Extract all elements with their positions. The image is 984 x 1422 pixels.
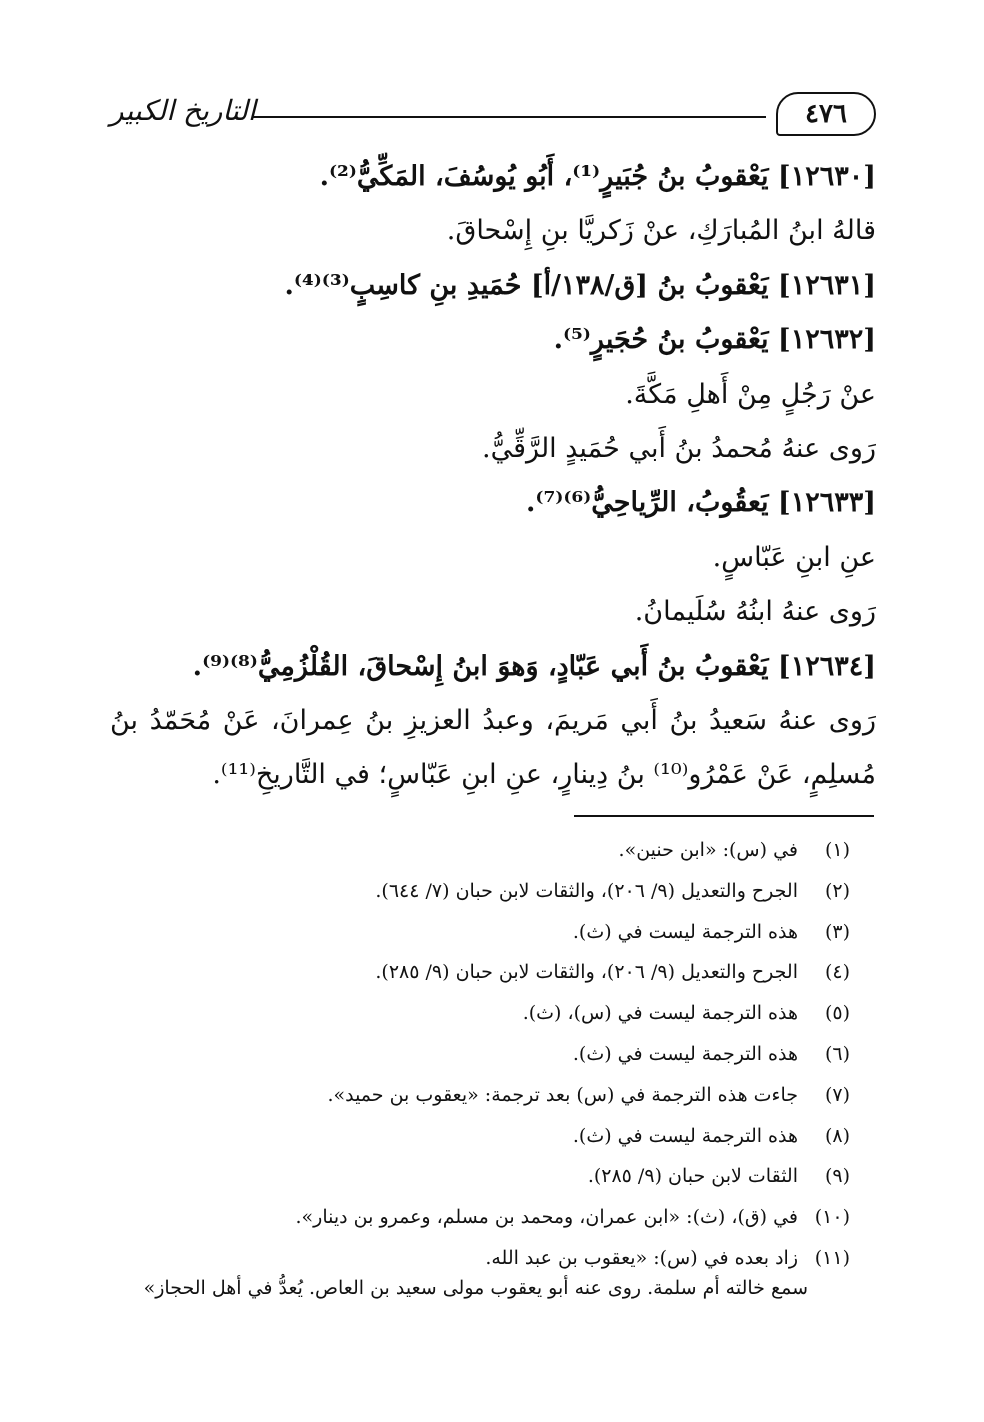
- footnote-number: (٧): [824, 1083, 850, 1106]
- text-line: رَوى عنهُ مُحمدُ بنُ أَبي حُمَيدٍ الرَّقِّيُّ.: [482, 432, 876, 464]
- entry-12631: [١٢٦٣١] يَعْقوبُ بنُ [ق/١٣٨/أ] حُمَيدِ بنِ كاسِبٍ⁽³⁾⁽⁴⁾.: [284, 269, 876, 301]
- footnote-separator: [574, 815, 874, 817]
- footnote-text: الجرح والتعديل (٩/ ٢٠٦)، والثقات لابن حبان (٧/ ٦٤٤).: [375, 879, 798, 902]
- text-line: عنِ ابنِ عَبّاسٍ.: [712, 541, 876, 573]
- footnote-text: في (س): «ابن حنين».: [618, 839, 798, 861]
- text-line: عنْ رَجُلٍ مِنْ أَهلِ مَكَّةَ.: [625, 378, 876, 410]
- footnote-text: الثقات لابن حبان (٩/ ٢٨٥).: [587, 1165, 798, 1188]
- book-title: التاريخ الكبير: [110, 94, 256, 127]
- header-rule: [252, 116, 766, 118]
- footnote: [110, 1116, 850, 1157]
- main-text: [110, 150, 876, 803]
- footnote-text: جاءت هذه الترجمة في (س) بعد ترجمة: «يعقوب بن حميد».: [327, 1083, 798, 1106]
- entry-12632: [١٢٦٣٢] يَعْقوبُ بنُ حُجَيرٍ⁽⁵⁾.: [553, 324, 876, 356]
- page-number: ٤٧٦: [776, 92, 876, 136]
- footnote-text: زاد بعده في (س): «يعقوب بن عبد الله.: [485, 1246, 798, 1269]
- footnote-number: (٥): [824, 1002, 850, 1025]
- footnote-number: (٣): [824, 920, 850, 943]
- footnote: [110, 993, 850, 1034]
- footnote: [110, 1197, 850, 1238]
- footnote-number: (٤): [824, 961, 850, 984]
- footnote-number: (١): [824, 839, 850, 861]
- footnote-number: (٢): [824, 879, 850, 902]
- footnote-text: هذه الترجمة ليست في (ث).: [572, 1042, 798, 1065]
- footnote-number: (١١): [814, 1246, 850, 1269]
- footnotes: [110, 830, 850, 1279]
- footnote-text: هذه الترجمة ليست في (س)، (ث).: [522, 1002, 798, 1025]
- footnote-number: (٩): [824, 1165, 850, 1188]
- footnote-number: (٦): [824, 1042, 850, 1065]
- text-line: قالهُ ابنُ المُبارَكِ، عنْ زَكريَّا بنِ إِسْحاقَ.: [446, 215, 876, 247]
- footnote-text: هذه الترجمة ليست في (ث).: [572, 1124, 798, 1147]
- page-header: [110, 86, 876, 146]
- entry-12634: [١٢٦٣٤] يَعْقوبُ بنُ أَبي عَبّادٍ، وَهوَ ابنُ إِسْحاقَ، القُلْزُمِيُّ⁽⁸⁾⁽⁹⁾.: [192, 650, 876, 682]
- footnote: [110, 952, 850, 993]
- footnote: [110, 1034, 850, 1075]
- footnote: [110, 871, 850, 912]
- entry-12633: [١٢٦٣٣] يَعقُوبُ، الرِّياحِيُّ⁽⁶⁾⁽⁷⁾.: [526, 487, 876, 519]
- footnote: [110, 830, 850, 871]
- entry-12630: [١٢٦٣٠] يَعْقوبُ بنُ جُبَيرٍ⁽¹⁾، أَبُو يُوسُفَ، المَكِّيُّ⁽²⁾.: [319, 161, 876, 192]
- text-line: رَوى عنهُ ابنُهُ سُلَيمانُ.: [634, 596, 876, 628]
- footnote: [110, 912, 850, 953]
- footnote-text: هذه الترجمة ليست في (ث).: [572, 920, 798, 943]
- footnote-text: الجرح والتعديل (٩/ ٢٠٦)، والثقات لابن حبان (٩/ ٢٨٥).: [375, 961, 798, 984]
- footnote: [110, 1156, 850, 1197]
- text-line: رَوى عنهُ سَعيدُ بنُ أَبي مَريمَ، وعبدُ العزيزِ بنُ عِمرانَ، عَنْ مُحَمّدُ بنُ: [110, 704, 876, 736]
- text-line: مُسلِمٍ، عَنْ عَمْرُو⁽¹⁰⁾ بنُ دِينارٍ، عنِ ابنِ عَبّاسٍ؛ في التَّاريخِ⁽¹¹⁾.: [212, 759, 876, 791]
- footnote-text: في (ق)، (ث): «ابن عمران، ومحمد بن مسلم، وعمرو بن دينار».: [295, 1206, 798, 1229]
- footnote-continuation: سمع خالته أم سلمة. روى عنه أبو يعقوب مولى سعيد بن العاص. يُعدُّ في أهل الحجاز»: [143, 1277, 808, 1299]
- footnote-number: (١٠): [814, 1206, 850, 1229]
- footnote: [110, 1075, 850, 1116]
- footnote-number: (٨): [824, 1124, 850, 1147]
